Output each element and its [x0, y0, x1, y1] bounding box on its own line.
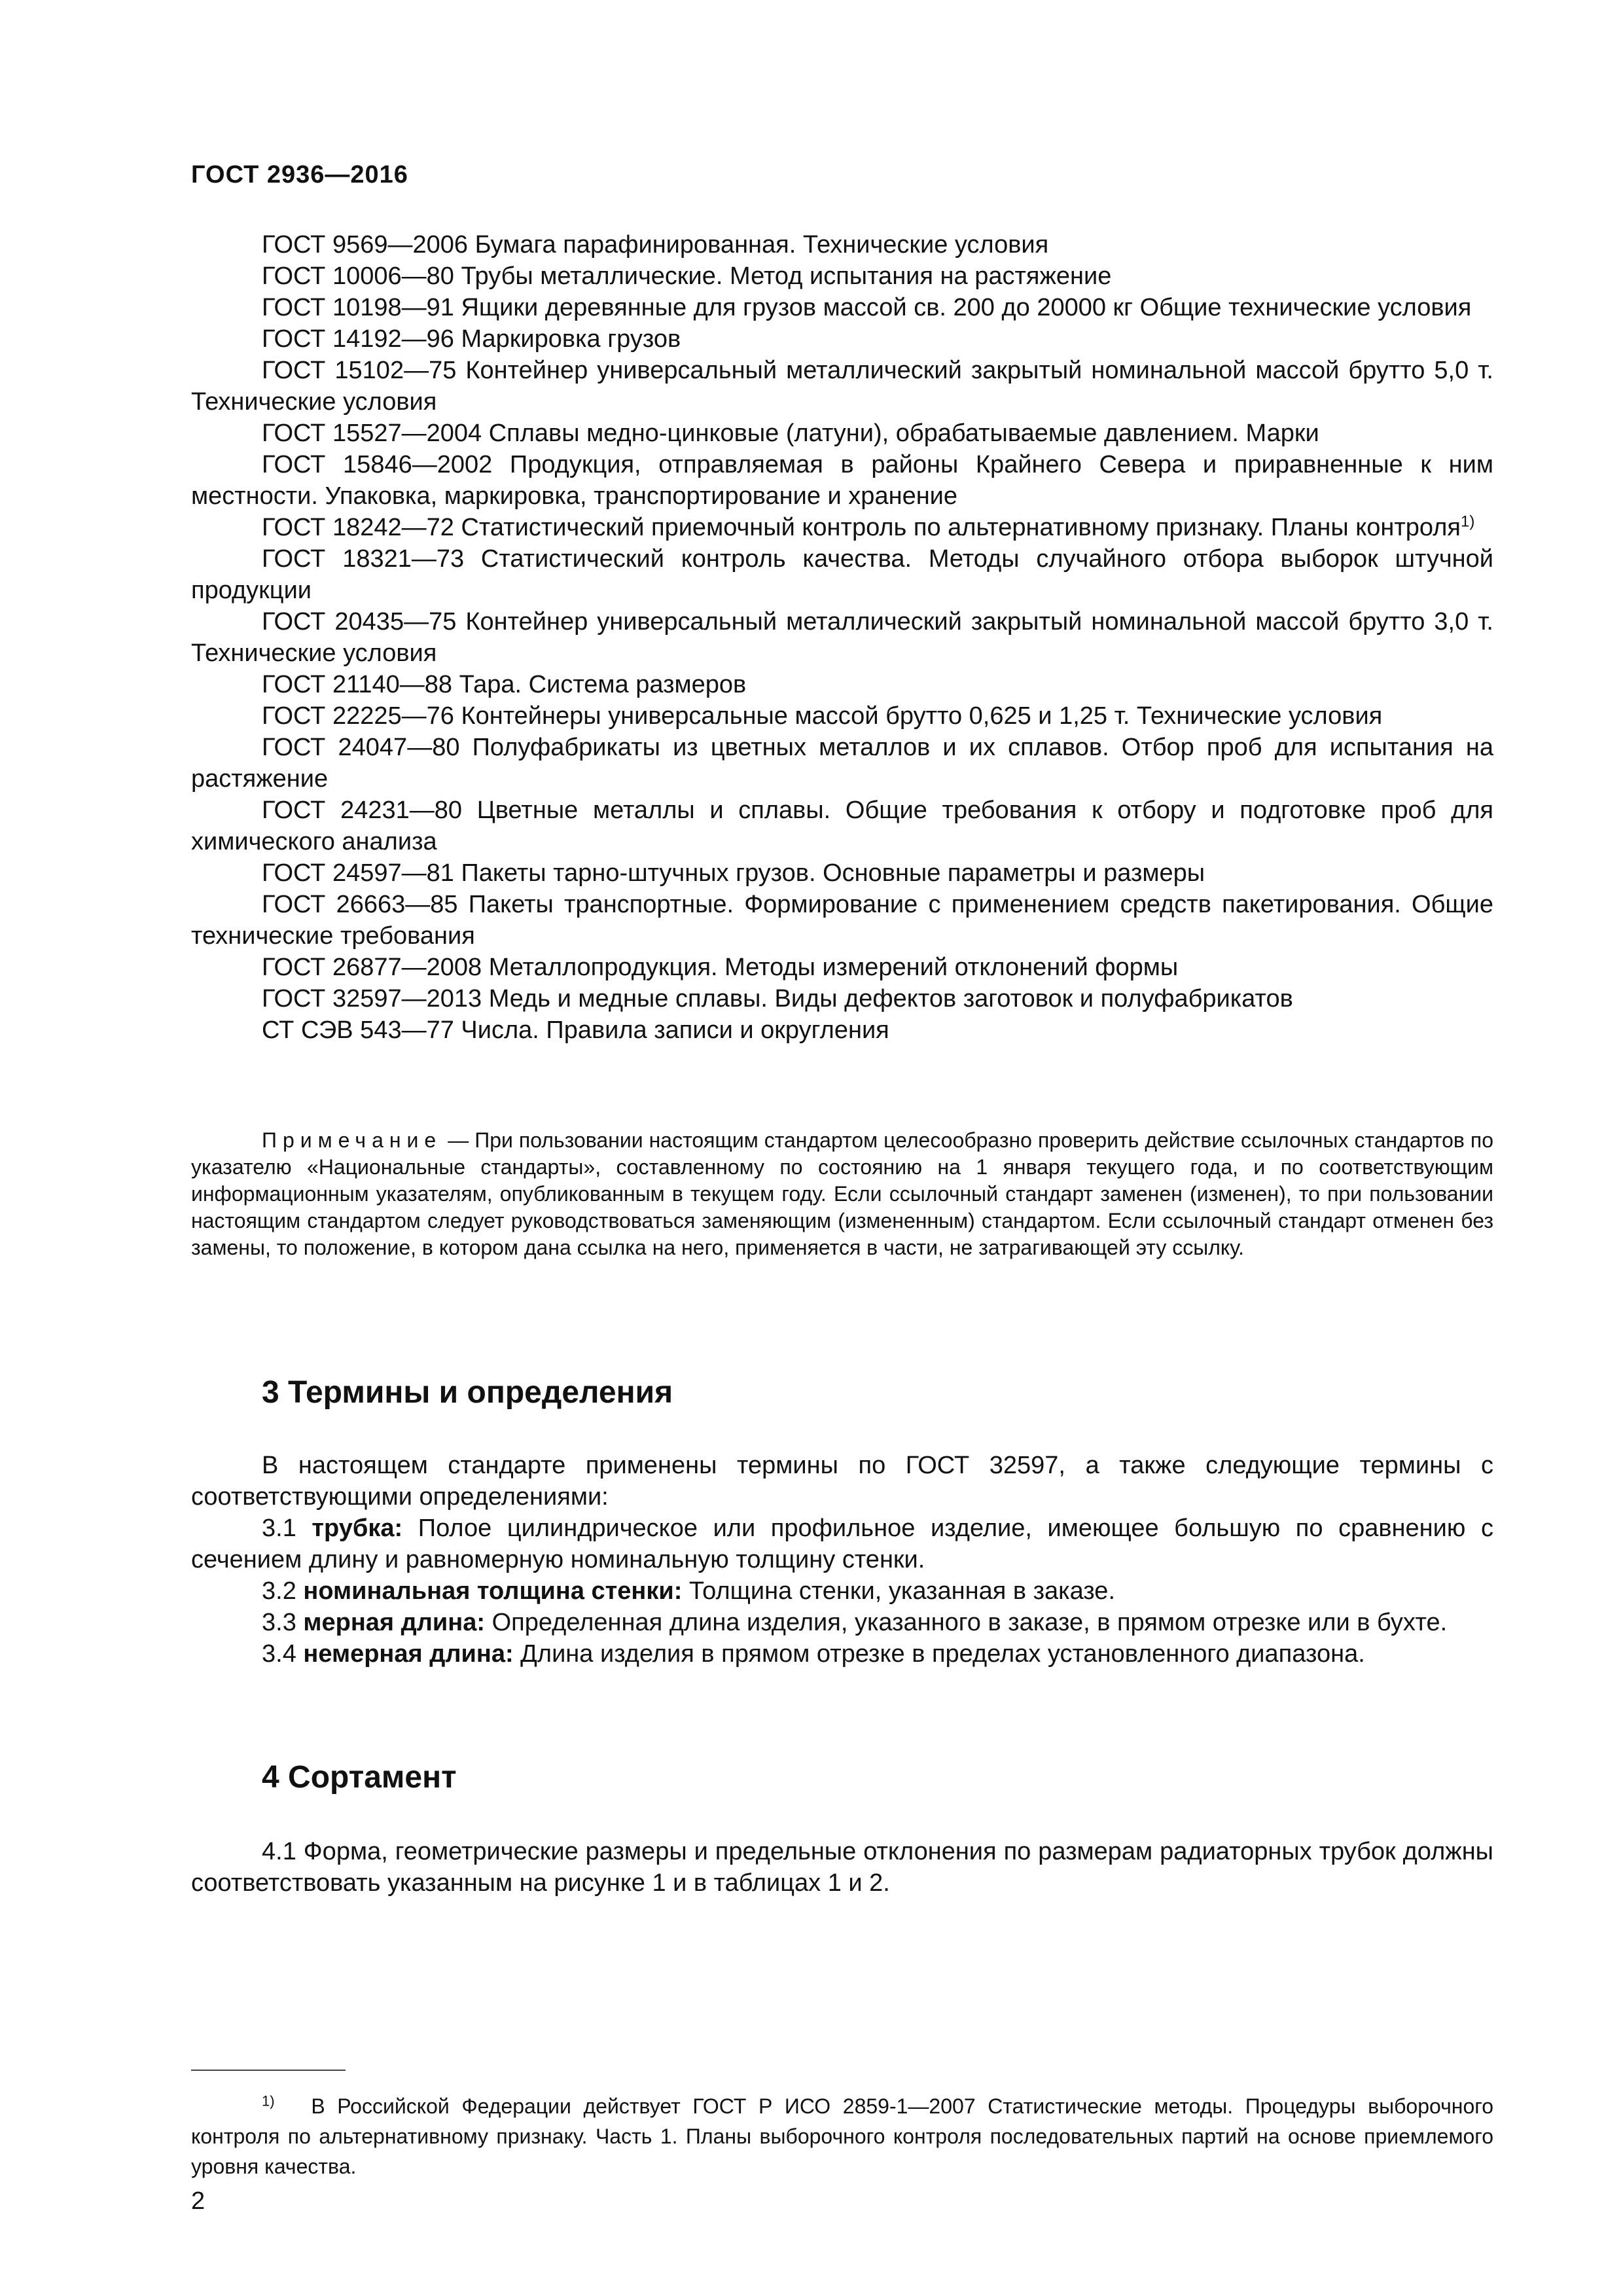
reference-item: ГОСТ 22225—76 Контейнеры универсальные массой брутто 0,625 и 1,25 т. Технические условия [262, 702, 1383, 730]
section-intro: В настоящем стандарте применены термины по ГОСТ 32597, а также следующие термины с соответствующими определениями: [191, 1452, 1493, 1511]
reference-item: ГОСТ 24231—80 Цветные металлы и сплавы. Общие требования к отбору и подготовке проб для химического анализа [191, 797, 1493, 855]
reference-item: ГОСТ 24047—80 Полуфабрикаты из цветных металлов и их сплавов. Отбор проб для испытания на растяжение [191, 734, 1493, 793]
section-heading: 4 Сортамент [262, 1760, 457, 1795]
reference-item: СТ СЭВ 543—77 Числа. Правила записи и округления [262, 1016, 889, 1044]
normative-references-list [191, 229, 1493, 1046]
section-paragraph: 4.1 Форма, геометрические размеры и предельные отклонения по размерам радиаторных трубок должны соответствовать указанным на рисунке 1 и в таблицах 1 и 2. [191, 1838, 1493, 1897]
note-text: — При пользовании настоящим стандартом целесообразно проверить действие ссылочных стандартов по указателю «Национальные стандарты», составленному по состоянию на 1 января текущего года, и по соответствующим информационным указателям, опубликованным в текущем году. Если ссылочный стандарт заменен (изменен), то при пользовании настоящим стандартом следует руководствоваться заменяющим (измененным) стандартом. Если ссылочный стандарт отменен без замены, то положение, в котором дана ссылка на него, применяется в части, не затрагивающей эту ссылку. [191, 1128, 1494, 1259]
reference-item: ГОСТ 26877—2008 Металлопродукция. Методы измерений отклонений формы [262, 954, 1179, 981]
reference-item: ГОСТ 14192—96 Маркировка грузов [262, 325, 681, 353]
page-number: 2 [191, 2187, 205, 2215]
term-name: немерная длина: [303, 1640, 514, 1668]
term-definition: 3.3 мерная длина: Определенная длина изделия, указанного в заказе, в прямом отрезке или в бухте. [262, 1609, 1448, 1636]
term-name: номинальная толщина стенки: [303, 1577, 683, 1605]
reference-item: ГОСТ 20435—75 Контейнер универсальный металлический закрытый номинальной массой брутто 3,0 т. Технические условия [191, 608, 1493, 667]
reference-item: ГОСТ 26663—85 Пакеты транспортные. Формирование с применением средств пакетирования. Общие технические требования [191, 891, 1493, 950]
term-definition: 3.4 немерная длина: Длина изделия в прямом отрезке в пределах установленного диапазона. [262, 1640, 1365, 1668]
footnote-text: В Российской Федерации действует ГОСТ Р ИСО 2859-1—2007 Статистические методы. Процедуры выборочного контроля по альтернативному признаку. Часть 1. Планы выборочного контроля последовательных партий на основе приемлемого уровня качества. [191, 2094, 1494, 2178]
footnote-divider [191, 2070, 346, 2071]
footnote-mark: 1) [262, 2092, 275, 2109]
document-header: ГОСТ 2936—2016 [191, 161, 408, 188]
footnote [191, 2091, 1493, 2181]
term-name: трубка: [312, 1515, 403, 1542]
reference-item: ГОСТ 15846—2002 Продукция, отправляемая в районы Крайнего Севера и приравненные к ним местности. Упаковка, маркировка, транспортирование и хранение [191, 451, 1493, 510]
term-definition: 3.1 трубка: Полое цилиндрическое или профильное изделие, имеющее большую по сравнению с сечением длину и равномерную номинальную толщину стенки. [191, 1515, 1493, 1573]
term-definition: 3.2 номинальная толщина стенки: Толщина стенки, указанная в заказе. [262, 1577, 1115, 1605]
footnote-mark: 1) [1460, 512, 1475, 531]
reference-item: ГОСТ 10198—91 Ящики деревянные для грузов массой св. 200 до 20000 кг Общие технические условия [262, 294, 1472, 321]
reference-item: ГОСТ 21140—88 Тара. Система размеров [262, 671, 747, 698]
reference-item: ГОСТ 9569—2006 Бумага парафинированная. Технические условия [262, 231, 1049, 259]
reference-item: ГОСТ 18321—73 Статистический контроль качества. Методы случайного отбора выборок штучной продукции [191, 545, 1493, 604]
section-terms [191, 1374, 1493, 1670]
reference-item: ГОСТ 10006—80 Трубы металлические. Метод испытания на растяжение [262, 262, 1112, 290]
section-heading: 3 Термины и определения [262, 1375, 673, 1410]
reference-item: ГОСТ 15527—2004 Сплавы медно-цинковые (латуни), обрабатываемые давлением. Марки [262, 420, 1319, 447]
reference-item: ГОСТ 32597—2013 Медь и медные сплавы. Виды дефектов заготовок и полуфабрикатов [262, 985, 1293, 1013]
reference-item: ГОСТ 18242—72 Статистический приемочный контроль по альтернативному признаку. Планы контроля$^{1)}$ [262, 512, 1475, 541]
note-paragraph [191, 1127, 1493, 1261]
term-name: мерная длина: [303, 1609, 486, 1636]
reference-item: ГОСТ 24597—81 Пакеты тарно-штучных грузов. Основные параметры и размеры [262, 859, 1205, 887]
section-assortment [191, 1759, 1493, 1899]
reference-item: ГОСТ 15102—75 Контейнер универсальный металлический закрытый номинальной массой брутто 5,0 т. Технические условия [191, 357, 1493, 416]
note-label: Примечание [262, 1128, 442, 1152]
